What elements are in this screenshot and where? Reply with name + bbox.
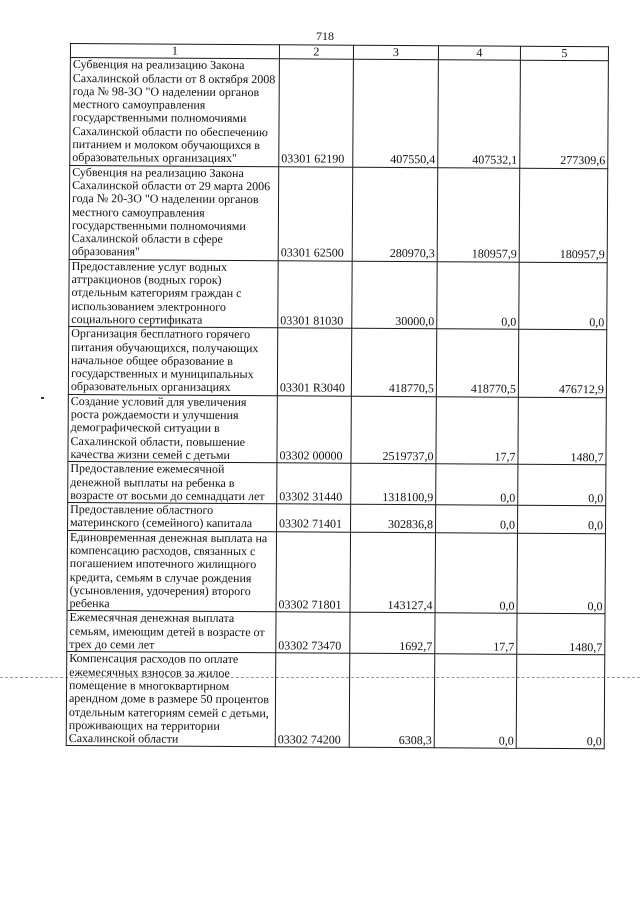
row-value-2: 0,0 <box>436 464 518 505</box>
row-value-1: 1318100,9 <box>351 463 436 504</box>
table-row <box>69 165 608 262</box>
row-value-2: 180957,9 <box>437 167 520 262</box>
row-code: 03302 73470 <box>276 612 350 653</box>
row-value-3: 1480,7 <box>517 614 605 655</box>
column-header: 3 <box>353 45 438 60</box>
row-value-1: 30000,0 <box>352 261 437 329</box>
row-value-2: 418770,5 <box>436 329 518 397</box>
table-row <box>67 530 605 614</box>
row-code: 03301 81030 <box>278 261 352 329</box>
column-header: 1 <box>70 44 279 60</box>
row-name: Субвенция на реализацию Закона Сахалинской области от 8 октября 2008 года № 98-ЗО "О наделении органов местного самоуправления государственными полномочиями Сахалинской области по обеспечению питанием и молоком обучающихся в образовательных организациях" <box>70 58 280 167</box>
row-value-1: 2519737,0 <box>351 396 436 464</box>
row-code: 03302 71401 <box>277 504 351 532</box>
row-name: Предоставление областного материнского (семейного) капитала <box>68 503 277 532</box>
row-code: 03301 62500 <box>278 166 353 261</box>
row-name: Единовременная денежная выплата на компенсацию расходов, связанных с погашением ипотечного жилищного кредита, семьям в случае рождения (усыновления, удочерения) второго ребенка <box>67 530 276 612</box>
row-value-3: 476712,9 <box>518 329 606 397</box>
row-value-2: 0,0 <box>435 532 517 613</box>
row-value-3: 0,0 <box>518 505 606 533</box>
row-value-2: 407532,1 <box>438 60 521 168</box>
row-value-3: 0,0 <box>516 655 605 750</box>
page-number: 718 <box>316 29 334 43</box>
table-row <box>68 327 606 398</box>
row-value-3: 180957,9 <box>519 168 608 263</box>
row-name: Ежемесячная денежная выплата семьям, имеющим детей в возрасте от трех до семи лет <box>67 611 276 653</box>
table-row <box>68 503 606 534</box>
table-row <box>69 259 607 330</box>
table-row <box>68 394 606 465</box>
row-value-3: 0,0 <box>518 464 606 505</box>
column-header: 2 <box>279 45 353 60</box>
row-value-2: 0,0 <box>437 261 519 329</box>
row-value-1: 1692,7 <box>350 613 435 654</box>
row-name: Предоставление услуг водных аттракционов (водных горок) отдельным категориям граждан с использованием электронного социального сертификата <box>69 259 278 328</box>
row-code: 03302 74200 <box>275 653 350 748</box>
row-code: 03302 71801 <box>276 531 350 612</box>
row-value-2: 17,7 <box>435 613 517 654</box>
row-value-1: 418770,5 <box>351 328 436 396</box>
column-header: 4 <box>438 46 520 61</box>
row-value-3: 277309,6 <box>520 61 609 169</box>
row-name: Субвенция на реализацию Закона Сахалинской области от 29 марта 2006 года № 20-ЗО "О наделении органов местного самоуправления государственными полномочиями Сахалинской области в сфере образования" <box>69 165 279 260</box>
row-value-2: 0,0 <box>436 505 518 533</box>
row-name: Предоставление ежемесячной денежной выплаты на ребенка в возрасте от восьми до семнадцати лет <box>68 462 277 504</box>
row-value-3: 0,0 <box>517 533 605 614</box>
row-value-1: 407550,4 <box>353 60 439 168</box>
row-code: 03301 62190 <box>279 59 354 167</box>
row-value-1: 280970,3 <box>352 167 438 262</box>
row-value-1: 143127,4 <box>350 532 435 613</box>
row-value-2: 17,7 <box>436 396 518 464</box>
row-value-2: 0,0 <box>434 654 517 749</box>
column-header: 5 <box>520 46 608 61</box>
row-code: 03302 31440 <box>277 463 351 504</box>
table-row <box>68 462 606 506</box>
budget-table <box>66 43 609 750</box>
row-value-1: 6308,3 <box>349 654 435 749</box>
table-row <box>66 652 605 749</box>
table-row <box>67 611 605 655</box>
table-row <box>70 58 609 169</box>
row-code: 03301 R3040 <box>277 328 351 396</box>
row-name: Создание условий для увеличения роста рождаемости и улучшения демографической ситуации в Сахалинской области, повышение качества жизни семей с детьми <box>68 394 277 463</box>
row-value-3: 1480,7 <box>518 397 606 465</box>
row-name: Компенсация расходов по оплате ежемесячных взносов за жилое помещение в многоквартирном арендном доме в размере 50 процентов отдельным категориям семей с детьми, проживающих на территории Сахалинской области <box>66 652 276 747</box>
row-value-1: 302836,8 <box>351 504 436 532</box>
scan-dot-mark <box>41 397 44 399</box>
row-value-3: 0,0 <box>519 262 607 330</box>
row-name: Организация бесплатного горячего питания обучающихся, получающих начальное общее образование в государственных и муниципальных образовательных организациях <box>68 327 277 396</box>
row-code: 03302 00000 <box>277 395 351 463</box>
